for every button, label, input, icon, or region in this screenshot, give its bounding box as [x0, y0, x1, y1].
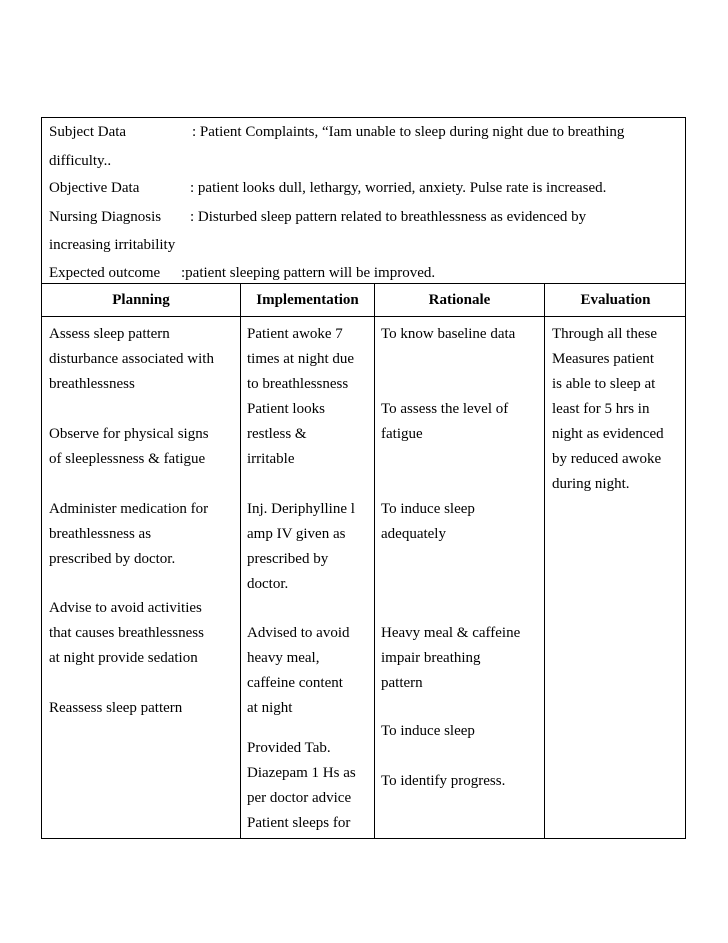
planning-cell-line: disturbance associated with — [49, 351, 214, 367]
planning-cell-line: prescribed by doctor. — [49, 551, 176, 567]
implementation-cell-line: heavy meal, — [247, 650, 320, 666]
subject-data-label: Subject Data — [49, 124, 127, 140]
implementation-cell-line: to breathlessness — [247, 376, 349, 392]
evaluation-cell-line: Through all these — [552, 326, 657, 342]
implementation-cell-line: times at night due — [247, 351, 355, 367]
subject-data-continuation: difficulty.. — [49, 153, 112, 169]
header-implementation: Implementation — [256, 292, 359, 308]
planning-cell-line: at night provide sedation — [49, 650, 198, 666]
implementation-cell-line: doctor. — [247, 576, 289, 592]
rationale-cell-line: To induce sleep — [381, 723, 475, 739]
implementation-cell-line: Advised to avoid — [247, 625, 350, 641]
implementation-cell-line: caffeine content — [247, 675, 343, 691]
rationale-cell-line: impair breathing — [381, 650, 481, 666]
implementation-cell-line: Patient looks — [247, 401, 325, 417]
evaluation-cell-line: by reduced awoke — [552, 451, 662, 467]
evaluation-cell-line: Measures patient — [552, 351, 655, 367]
planning-cell-line: Assess sleep pattern — [49, 326, 170, 342]
implementation-cell-line: prescribed by — [247, 551, 329, 567]
implementation-cell-line: Provided Tab. — [247, 740, 331, 756]
objective-data-value: : patient looks dull, lethargy, worried, anxiety. Pulse rate is increased. — [190, 180, 607, 196]
rationale-cell-line: To induce sleep — [381, 501, 475, 517]
care-plan-table — [41, 117, 686, 839]
subject-data-value: : Patient Complaints, “Iam unable to sleep during night due to breathing — [192, 124, 625, 140]
header-divider — [42, 316, 685, 317]
planning-cell-line: breathlessness as — [49, 526, 152, 542]
implementation-cell-line: Patient awoke 7 — [247, 326, 343, 342]
planning-cell-line: Administer medication for — [49, 501, 209, 517]
implementation-cell-line: Inj. Deriphylline l — [247, 501, 355, 517]
implementation-cell-line: amp IV given as — [247, 526, 346, 542]
evaluation-cell-line: during night. — [552, 476, 630, 492]
nursing-diagnosis-label: Nursing Diagnosis — [49, 209, 162, 225]
implementation-cell-line: per doctor advice — [247, 790, 352, 806]
objective-data-label: Objective Data — [49, 180, 140, 196]
planning-cell-line: Observe for physical signs — [49, 426, 209, 442]
expected-outcome-label: Expected outcome — [49, 265, 161, 281]
rationale-cell-line: Heavy meal & caffeine — [381, 625, 521, 641]
evaluation-cell-line: is able to sleep at — [552, 376, 656, 392]
header-evaluation: Evaluation — [580, 292, 651, 308]
header-planning: Planning — [112, 292, 170, 308]
nursing-diagnosis-value: : Disturbed sleep pattern related to breathlessness as evidenced by — [190, 209, 587, 225]
implementation-cell-line: Patient sleeps for — [247, 815, 351, 831]
rationale-cell-line: adequately — [381, 526, 446, 542]
rationale-cell-line: fatigue — [381, 426, 423, 442]
evaluation-cell-line: night as evidenced — [552, 426, 664, 442]
rationale-cell-line: To know baseline data — [381, 326, 516, 342]
implementation-cell-line: Diazepam 1 Hs as — [247, 765, 356, 781]
planning-cell-line: Reassess sleep pattern — [49, 700, 183, 716]
column-divider — [240, 284, 241, 838]
nursing-diagnosis-continuation: increasing irritability — [49, 237, 176, 253]
implementation-cell-line: irritable — [247, 451, 295, 467]
planning-cell-line: that causes breathlessness — [49, 625, 204, 641]
column-divider — [374, 284, 375, 838]
evaluation-cell-line: least for 5 hrs in — [552, 401, 650, 417]
column-divider — [544, 284, 545, 838]
implementation-cell-line: restless & — [247, 426, 307, 442]
implementation-cell-line: at night — [247, 700, 293, 716]
assessment-section — [42, 118, 685, 284]
planning-cell-line: of sleeplessness & fatigue — [49, 451, 206, 467]
planning-cell-line: Advise to avoid activities — [49, 600, 202, 616]
rationale-cell-line: To identify progress. — [381, 773, 506, 789]
header-rationale: Rationale — [428, 292, 491, 308]
planning-cell-line: breathlessness — [49, 376, 135, 392]
rationale-cell-line: To assess the level of — [381, 401, 509, 417]
rationale-cell-line: pattern — [381, 675, 423, 691]
expected-outcome-value: :patient sleeping pattern will be improved. — [181, 265, 436, 281]
